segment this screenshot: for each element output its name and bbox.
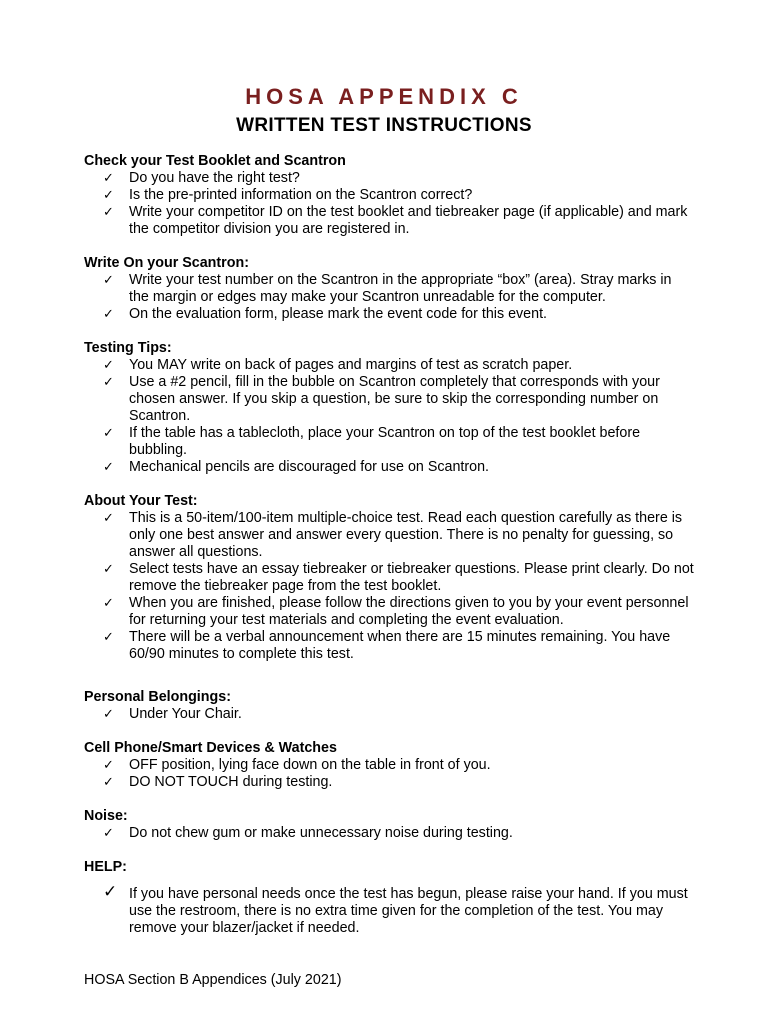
list-item-text: Use a #2 pencil, fill in the bubble on Scantron completely that corresponds with your chosen answer. If you skip a question, be sure to skip the corresponding number on Scantron.: [129, 374, 660, 424]
list-item-text: Do not chew gum or make unnecessary noise during testing.: [129, 825, 513, 841]
list-item: [84, 357, 694, 374]
list-item: [84, 272, 694, 306]
checkmark-icon: ✓: [103, 630, 114, 645]
section-help: [84, 859, 694, 937]
list-item-text: Under Your Chair.: [129, 706, 242, 722]
list-item: [84, 187, 694, 204]
section-personal-belongings: [84, 689, 694, 723]
list-item: [84, 170, 694, 187]
checklist: [84, 825, 694, 842]
page-title: HOSA APPENDIX C: [245, 84, 523, 109]
list-item: [84, 561, 694, 595]
list-item-text: You MAY write on back of pages and margins of test as scratch paper.: [129, 357, 573, 373]
list-item-text: If the table has a tablecloth, place your Scantron on top of the test booklet before bubbling.: [129, 425, 641, 458]
list-item-text: If you have personal needs once the test has begun, please raise your hand. If you must use the restroom, there is no extra time given for the completion of the test. You may remove your blazer/jacket if needed.: [129, 886, 688, 936]
list-item-text: Write your competitor ID on the test booklet and tiebreaker page (if applicable) and mark the competitor division you are registered in.: [129, 204, 688, 237]
list-item-text: Mechanical pencils are discouraged for use on Scantron.: [129, 459, 490, 475]
checkmark-icon: ✓: [103, 460, 114, 475]
checkmark-icon: ✓: [103, 758, 114, 773]
list-item: [84, 595, 694, 629]
checklist: [84, 272, 694, 323]
section-heading: About Your Test:: [84, 493, 198, 509]
list-item-text: When you are finished, please follow the directions given to you by your event personnel for returning your test materials and completing the event evaluation.: [129, 595, 689, 628]
checkmark-icon: ✓: [103, 426, 114, 441]
checkmark-icon: ✓: [103, 596, 114, 611]
checkmark-icon: ✓: [103, 826, 114, 841]
page-subtitle: WRITTEN TEST INSTRUCTIONS: [236, 115, 532, 136]
checkmark-icon: ✓: [103, 358, 114, 373]
list-item-text: On the evaluation form, please mark the event code for this event.: [129, 306, 548, 322]
section-about-test: [84, 493, 694, 663]
list-item: [84, 459, 694, 476]
list-item-text: Write your test number on the Scantron in the appropriate “box” (area). Stray marks in the margin or edges may make your Scantron unreadable for the computer.: [129, 272, 672, 305]
checkmark-icon: ✓: [103, 562, 114, 577]
list-item: [84, 204, 694, 238]
checkmark-icon: ✓: [103, 775, 114, 790]
section-heading: Testing Tips:: [84, 340, 172, 356]
section-noise: [84, 808, 694, 842]
list-item: [84, 306, 694, 323]
section-cell-phones: [84, 740, 694, 791]
section-heading: Check your Test Booklet and Scantron: [84, 153, 346, 169]
list-item: [84, 774, 694, 791]
checkmark-icon: ✓: [103, 205, 114, 220]
list-item: [84, 629, 694, 663]
checkmark-icon: ✓: [103, 511, 114, 526]
list-item: [84, 425, 694, 459]
checklist: [84, 706, 694, 723]
list-item: [84, 374, 694, 425]
checkmark-icon: ✓: [103, 307, 114, 322]
checkmark-icon: ✓: [103, 375, 114, 390]
checkmark-icon: ✓: [103, 188, 114, 203]
checklist: [84, 757, 694, 791]
list-item: [84, 510, 694, 561]
checkmark-icon: ✓: [103, 707, 114, 722]
list-item: [84, 706, 694, 723]
section-testing-tips: [84, 340, 694, 476]
checkmark-icon: ✓: [103, 273, 114, 288]
list-item-text: Is the pre-printed information on the Scantron correct?: [129, 187, 473, 203]
instructions-body: [84, 153, 694, 937]
list-item-text: Do you have the right test?: [129, 170, 300, 186]
list-item-text: DO NOT TOUCH during testing.: [129, 774, 333, 790]
section-heading: Cell Phone/Smart Devices & Watches: [84, 740, 337, 756]
checkmark-icon: ✓: [103, 882, 118, 902]
section-write-scantron: [84, 255, 694, 323]
section-check-booklet: [84, 153, 694, 238]
checklist: [84, 882, 694, 937]
list-item: [84, 825, 694, 842]
page-footer: HOSA Section B Appendices (July 2021): [84, 972, 342, 988]
list-item-text: OFF position, lying face down on the table in front of you.: [129, 757, 491, 773]
section-heading: HELP:: [84, 859, 127, 875]
list-item-text: Select tests have an essay tiebreaker or tiebreaker questions. Please print clearly. Do not remove the tiebreaker page from the test booklet.: [129, 561, 694, 594]
list-item-text: There will be a verbal announcement when there are 15 minutes remaining. You have 60/90 minutes to complete this test.: [129, 629, 671, 662]
list-item-text: This is a 50-item/100-item multiple-choice test. Read each question carefully as there is only one best answer and answer every question. There is no penalty for guessing, so answer all questions.: [129, 510, 683, 560]
checklist: [84, 510, 694, 663]
section-heading: Personal Belongings:: [84, 689, 231, 705]
section-heading: Noise:: [84, 808, 128, 824]
checklist: [84, 357, 694, 476]
checkmark-icon: ✓: [103, 171, 114, 186]
section-heading: Write On your Scantron:: [84, 255, 249, 271]
checklist: [84, 170, 694, 238]
list-item: [84, 757, 694, 774]
list-item: [84, 882, 694, 937]
